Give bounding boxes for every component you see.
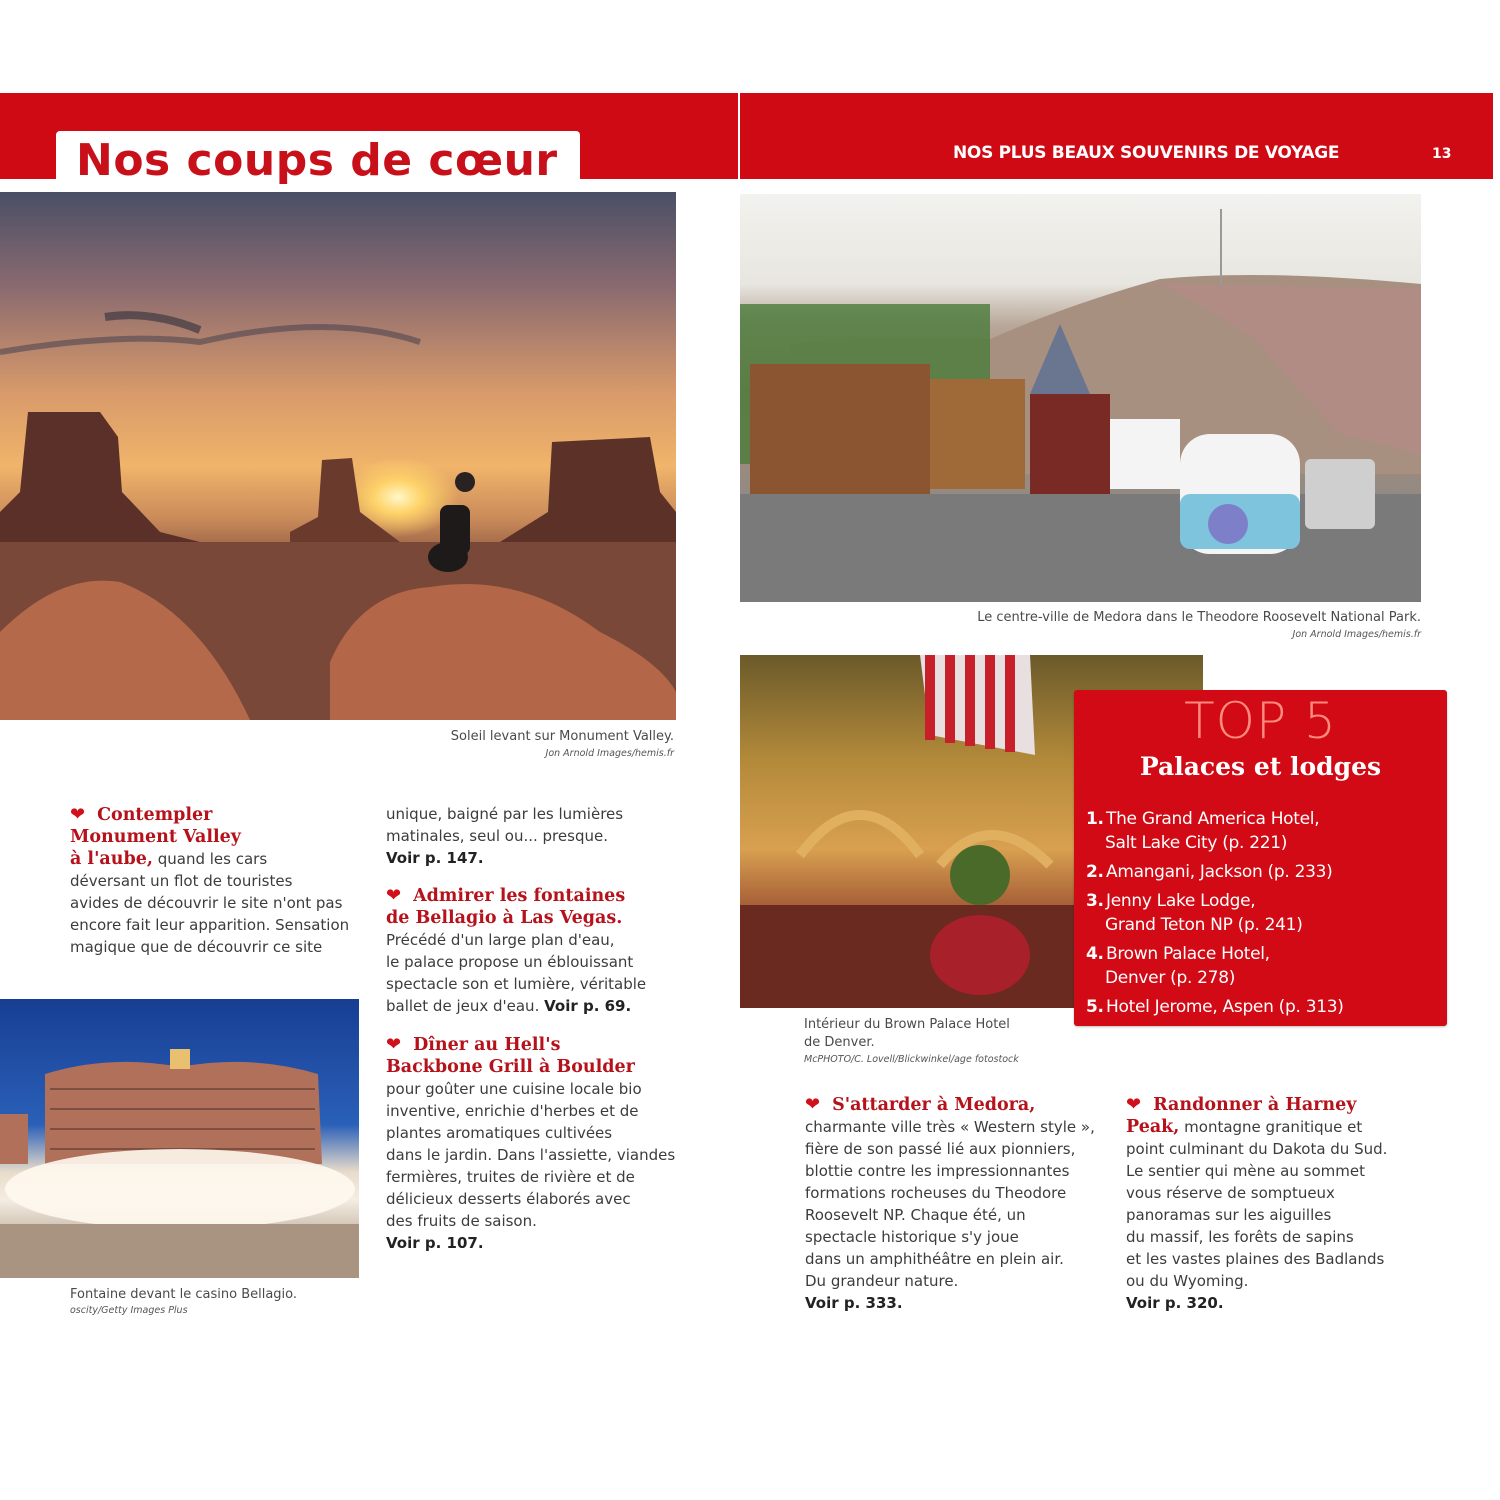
entry-body: ou du Wyoming.: [1126, 1272, 1249, 1290]
caption-bellagio: Fontaine devant le casino Bellagio.: [70, 1287, 298, 1302]
top5-item-line2: Salt Lake City (p. 221): [1105, 833, 1288, 853]
top5-item: [1086, 860, 1436, 884]
top5-item: [1086, 807, 1436, 855]
page-title: Nos coups de cœur: [76, 135, 558, 186]
entry-body: formations rocheuses du Theodore: [805, 1184, 1067, 1202]
entry-body: délicieux desserts élaborés avec: [386, 1190, 631, 1208]
caption-monument-valley: Soleil levant sur Monument Valley.: [450, 729, 674, 744]
page-reference: Voir p. 320.: [1126, 1294, 1224, 1312]
entry-body: Le sentier qui mène au sommet: [1126, 1162, 1365, 1180]
top5-item-number: 2.: [1086, 862, 1104, 882]
top5-item-line1: Brown Palace Hotel,: [1106, 944, 1270, 964]
top5-box: [1074, 690, 1447, 1026]
top5-item-line1: The Grand America Hotel,: [1106, 809, 1320, 829]
page-reference: Voir p. 107.: [386, 1234, 484, 1252]
entry-body: des fruits de saison.: [386, 1212, 537, 1230]
entry-body: fière de son passé lié aux pionniers,: [805, 1140, 1076, 1158]
entry-body: charmante ville très « Western style »,: [805, 1118, 1095, 1136]
entry-medora: [805, 1094, 1115, 1314]
entry-body: le palace propose un éblouissant: [386, 953, 634, 971]
entry-body: pour goûter une cuisine locale bio: [386, 1080, 642, 1098]
entry-body: ballet de jeux d'eau.: [386, 997, 545, 1015]
entry-body: déversant un flot de touristes: [70, 872, 293, 890]
entry-monument-valley-continued: [386, 803, 686, 869]
top5-item-line2: Denver (p. 278): [1105, 968, 1236, 988]
running-head: NOS PLUS BEAUX SOUVENIRS DE VOYAGE: [953, 143, 1340, 163]
entry-monument-valley: [70, 804, 370, 958]
entry-body: dans le jardin. Dans l'assiette, viandes: [386, 1146, 676, 1164]
entry-heading: S'attarder à Medora,: [832, 1095, 1036, 1115]
entry-heading: Dîner au Hell's: [413, 1035, 561, 1055]
entry-harney-peak: [1126, 1094, 1426, 1314]
photo-medora: [740, 194, 1421, 602]
page-reference: Voir p. 147.: [386, 849, 484, 867]
top5-item: [1086, 889, 1436, 937]
entry-body: point culminant du Dakota du Sud.: [1126, 1140, 1388, 1158]
header-band-right: [740, 93, 1493, 179]
top5-item: [1086, 995, 1436, 1019]
entry-body: inventive, enrichie d'herbes et de: [386, 1102, 639, 1120]
top5-item-line1: Hotel Jerome, Aspen (p. 313): [1106, 997, 1344, 1017]
entry-body: Roosevelt NP. Chaque été, un: [805, 1206, 1026, 1224]
top5-item-line2: Grand Teton NP (p. 241): [1105, 915, 1303, 935]
medora-illustration: [740, 194, 1421, 602]
heart-icon: ❤: [386, 885, 402, 906]
top5-item-line1: Jenny Lake Lodge,: [1106, 891, 1256, 911]
entry-heading: de Bellagio à Las Vegas.: [386, 908, 623, 928]
photo-bellagio: [0, 999, 359, 1278]
caption-brown-palace-line1: Intérieur du Brown Palace Hotel: [804, 1017, 1010, 1032]
credit-medora: Jon Arnold Images/hemis.fr: [1292, 629, 1421, 640]
heart-icon: ❤: [386, 1034, 402, 1055]
top5-list: [1086, 807, 1436, 1024]
credit-monument-valley: Jon Arnold Images/hemis.fr: [545, 748, 674, 759]
entry-body: et les vastes plaines des Badlands: [1126, 1250, 1385, 1268]
page-reference: Voir p. 69.: [544, 997, 632, 1015]
caption-brown-palace: [804, 1016, 1064, 1052]
entry-body: magique que de découvrir ce site: [70, 938, 323, 956]
photo-monument-valley: [0, 192, 676, 720]
entry-heading: Peak,: [1126, 1117, 1180, 1137]
top5-item-number: 1.: [1086, 809, 1104, 829]
entry-body: dans un amphithéâtre en plein air.: [805, 1250, 1064, 1268]
entry-body: spectacle son et lumière, véritable: [386, 975, 647, 993]
page-number: 13: [1432, 146, 1452, 162]
entry-body: spectacle historique s'y joue: [805, 1228, 1019, 1246]
page-reference: Voir p. 333.: [805, 1294, 903, 1312]
entry-body: avides de découvrir le site n'ont pas: [70, 894, 343, 912]
entry-heading: à l'aube,: [70, 849, 153, 869]
heart-icon: ❤: [1126, 1094, 1142, 1115]
monument-valley-illustration: [0, 192, 676, 720]
caption-medora: Le centre-ville de Medora dans le Theodore Roosevelt National Park.: [977, 610, 1421, 625]
entry-body: blottie contre les impressionnantes: [805, 1162, 1070, 1180]
entry-hells-backbone: [386, 1034, 686, 1254]
entry-heading: Admirer les fontaines: [413, 886, 626, 906]
entry-body: vous réserve de somptueux: [1126, 1184, 1335, 1202]
entry-body: encore fait leur apparition. Sensation: [70, 916, 350, 934]
credit-brown-palace: McPHOTO/C. Lovell/Blickwinkel/age fotostock: [804, 1054, 1019, 1065]
top5-item-number: 4.: [1086, 944, 1104, 964]
entry-body: fermières, truites de rivière et de: [386, 1168, 635, 1186]
entry-heading: Contempler: [97, 805, 213, 825]
entry-heading: Backbone Grill à Boulder: [386, 1057, 635, 1077]
top5-item-number: 3.: [1086, 891, 1104, 911]
entry-heading: Randonner à Harney: [1153, 1095, 1357, 1115]
bellagio-illustration: [0, 999, 359, 1278]
entry-body: unique, baigné par les lumières: [386, 805, 624, 823]
entry-body: quand les cars: [152, 850, 268, 868]
entry-bellagio: [386, 885, 686, 1017]
top5-title: TOP 5: [1184, 692, 1337, 750]
entry-body: panoramas sur les aiguilles: [1126, 1206, 1332, 1224]
entry-heading: Monument Valley: [70, 827, 241, 847]
top5-subtitle: Palaces et lodges: [1139, 752, 1382, 781]
top5-item: [1086, 942, 1436, 990]
heart-icon: ❤: [805, 1094, 821, 1115]
entry-body: Du grandeur nature.: [805, 1272, 959, 1290]
heart-icon: ❤: [70, 804, 86, 825]
credit-bellagio: oscity/Getty Images Plus: [70, 1305, 188, 1316]
entry-body: montagne granitique et: [1179, 1118, 1363, 1136]
entry-body: plantes aromatiques cultivées: [386, 1124, 613, 1142]
entry-body: Précédé d'un large plan d'eau,: [386, 931, 615, 949]
top5-item-line1: Amangani, Jackson (p. 233): [1106, 862, 1333, 882]
entry-body: matinales, seul ou... presque.: [386, 827, 608, 845]
entry-body: du massif, les forêts de sapins: [1126, 1228, 1354, 1246]
caption-brown-palace-line2: de Denver.: [804, 1035, 875, 1050]
top5-item-number: 5.: [1086, 997, 1104, 1017]
